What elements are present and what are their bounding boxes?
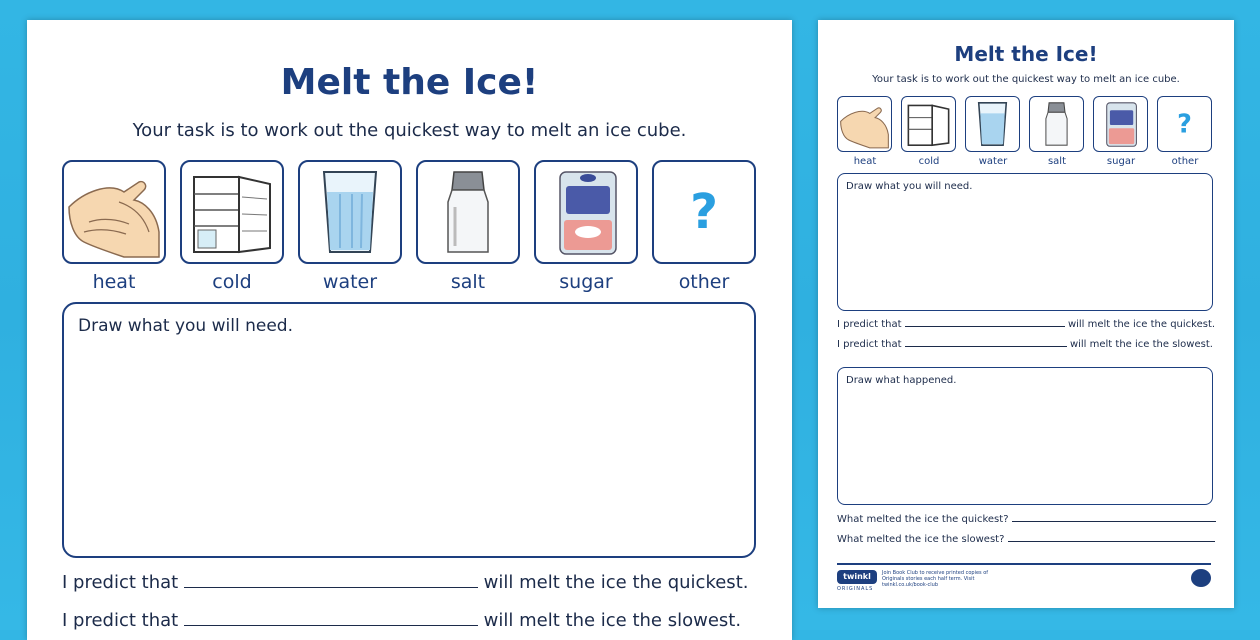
sugar-card bbox=[534, 160, 638, 264]
svg-text:?: ? bbox=[1177, 108, 1192, 139]
preview-question-slowest bbox=[837, 534, 1215, 545]
preview-predict-quickest bbox=[837, 319, 1215, 330]
hands-icon bbox=[838, 97, 891, 151]
worksheet-large bbox=[27, 20, 792, 640]
task-instructions: Your task is to work out the quickest way to melt an ice cube. bbox=[132, 120, 687, 141]
predict-quickest-line bbox=[62, 572, 748, 593]
question-mark-icon bbox=[654, 162, 754, 262]
preview-other-card bbox=[1157, 96, 1212, 152]
sugar-bag-icon bbox=[536, 162, 636, 262]
preview-salt-card bbox=[1029, 96, 1084, 152]
preview-draw-happened-box[interactable] bbox=[837, 367, 1213, 505]
preview-label-other: other bbox=[1171, 156, 1199, 167]
preview-sugar-card bbox=[1093, 96, 1148, 152]
salt-shaker-icon bbox=[418, 162, 518, 262]
preview-water-card bbox=[965, 96, 1020, 152]
draw-need-box[interactable] bbox=[62, 302, 756, 558]
footer-divider bbox=[837, 563, 1211, 565]
glass-of-water-icon bbox=[966, 97, 1019, 151]
other-card bbox=[652, 160, 756, 264]
icon-label-salt: salt bbox=[450, 271, 486, 293]
preview-label-sugar: sugar bbox=[1106, 156, 1136, 167]
predict-suffix: will melt the ice the quickest. bbox=[483, 572, 749, 593]
predict-quickest-blank[interactable] bbox=[184, 587, 478, 588]
icon-label-heat: heat bbox=[92, 271, 136, 293]
preview-draw-happened-label: Draw what happened. bbox=[846, 375, 957, 386]
twinkl-logo: twinkl bbox=[837, 570, 877, 584]
preview-label-water: water bbox=[978, 156, 1008, 167]
preview-predict-slowest-blank[interactable] bbox=[905, 346, 1067, 347]
preview-title: Melt the Ice! bbox=[954, 42, 1098, 66]
preview-predict-quickest-blank[interactable] bbox=[905, 326, 1065, 327]
salt-shaker-icon bbox=[1030, 97, 1083, 151]
predict-prefix: I predict that bbox=[837, 319, 902, 330]
preview-label-cold: cold bbox=[918, 156, 940, 167]
predict-suffix: will melt the ice the slowest. bbox=[483, 610, 742, 631]
twinkl-badge-icon bbox=[1191, 569, 1211, 587]
icon-label-cold: cold bbox=[212, 271, 252, 293]
predict-prefix: I predict that bbox=[62, 572, 179, 593]
fridge-icon bbox=[902, 97, 955, 151]
icon-label-sugar: sugar bbox=[559, 271, 613, 293]
draw-need-label: Draw what you will need. bbox=[78, 316, 293, 336]
preview-question-quickest bbox=[837, 514, 1216, 525]
preview-task: Your task is to work out the quickest way to melt an ice cube. bbox=[872, 74, 1180, 85]
predict-suffix: will melt the ice the quickest. bbox=[1067, 319, 1216, 330]
preview-draw-need-label: Draw what you will need. bbox=[846, 181, 973, 192]
preview-heat-card bbox=[837, 96, 892, 152]
predict-slowest-blank[interactable] bbox=[184, 625, 478, 626]
worksheet-preview bbox=[818, 20, 1234, 608]
preview-label-heat: heat bbox=[853, 156, 877, 167]
predict-slowest-line bbox=[62, 610, 741, 631]
water-card bbox=[298, 160, 402, 264]
glass-of-water-icon bbox=[300, 162, 400, 262]
hands-icon bbox=[64, 162, 164, 262]
predict-prefix: I predict that bbox=[837, 339, 902, 350]
logo-subtitle: ORIGINALS bbox=[837, 586, 874, 592]
fridge-icon bbox=[182, 162, 282, 262]
cold-card bbox=[180, 160, 284, 264]
preview-draw-need-box[interactable] bbox=[837, 173, 1213, 311]
preview-question-quickest-blank[interactable] bbox=[1012, 521, 1216, 522]
question-mark-icon bbox=[1158, 97, 1211, 151]
question-text: What melted the ice the slowest? bbox=[837, 534, 1005, 545]
worksheet-title: Melt the Ice! bbox=[280, 62, 539, 103]
footer-text: Join Book Club to receive printed copies of Originals stories each half term. Visit twinkl.co.uk/book-club bbox=[882, 570, 989, 588]
preview-predict-slowest bbox=[837, 339, 1213, 350]
icon-label-water: water bbox=[322, 271, 378, 293]
salt-card bbox=[416, 160, 520, 264]
preview-label-salt: salt bbox=[1047, 156, 1067, 167]
question-text: What melted the ice the quickest? bbox=[837, 514, 1009, 525]
heat-card bbox=[62, 160, 166, 264]
preview-question-slowest-blank[interactable] bbox=[1008, 541, 1215, 542]
predict-prefix: I predict that bbox=[62, 610, 179, 631]
icon-label-other: other bbox=[678, 271, 730, 293]
sugar-bag-icon bbox=[1094, 97, 1147, 151]
preview-cold-card bbox=[901, 96, 956, 152]
svg-text:?: ? bbox=[690, 184, 718, 240]
predict-suffix: will melt the ice the slowest. bbox=[1069, 339, 1213, 350]
